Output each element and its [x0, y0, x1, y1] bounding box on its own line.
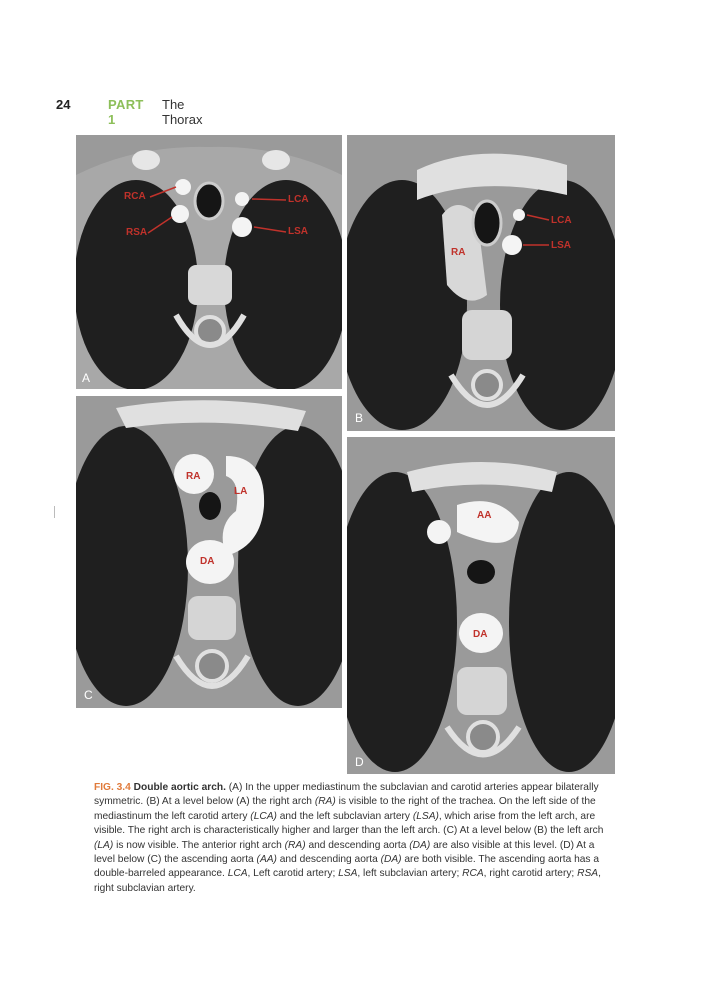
glossary-abbr: LSA: [338, 868, 358, 880]
caption-text: , which arise from the left arch, are visible. The right arch is characteristically higher and larger than the left arch. (C) At a level below (B) the left arch: [94, 810, 604, 837]
ct-image-b: [347, 135, 615, 431]
caption-abbr: (LCA): [250, 810, 277, 822]
panel-letter-a: A: [82, 371, 91, 385]
figure-label: FIG. 3.4: [94, 782, 131, 793]
label-rsa: RSA: [126, 227, 148, 238]
ct-image-c: [76, 396, 342, 708]
caption-text: is now visible. The anterior right arch: [116, 839, 282, 851]
label-la: LA: [234, 486, 248, 497]
ct-image-d: [347, 437, 615, 774]
caption-text: and the left subclavian artery: [279, 810, 410, 822]
label-rca: RCA: [124, 191, 146, 202]
page-edge-mark: [54, 506, 55, 518]
label-lsa: LSA: [288, 226, 308, 237]
panel-letter-d: D: [355, 755, 364, 769]
ct-panel-b: [347, 135, 615, 431]
ct-image-a: [76, 135, 342, 389]
glossary-def: , Left carotid artery;: [247, 868, 336, 880]
caption-text: and descending aorta: [279, 854, 378, 866]
page-number: 24: [56, 97, 71, 112]
label-lca: LCA: [551, 215, 572, 226]
glossary-abbr: LCA: [227, 868, 248, 880]
panel-letter-b: B: [355, 411, 364, 425]
figure-title: Double aortic arch.: [133, 782, 226, 793]
label-da: DA: [473, 629, 488, 640]
caption-text: (A) In the upper mediastinum the subclavian and carotid arteries appear bilaterally symmetric. (B) At a level below (A) the right arch: [94, 782, 599, 808]
caption-abbr: (RA): [284, 839, 306, 851]
glossary-def: , right carotid artery;: [483, 868, 575, 880]
label-lsa: LSA: [551, 240, 571, 251]
label-lca: LCA: [288, 194, 309, 205]
ct-panel-c: [76, 396, 342, 708]
label-aa: AA: [477, 510, 492, 521]
caption-abbr: (DA): [380, 854, 402, 866]
ct-panel-d: [347, 437, 615, 774]
label-ra: RA: [451, 247, 466, 258]
caption-text: are both visible. The ascending aorta has a double-barreled appearance.: [94, 854, 600, 880]
label-da: DA: [200, 556, 215, 567]
part-label: PART 1: [108, 97, 144, 127]
label-ra: RA: [186, 471, 201, 482]
caption-abbr: (RA): [314, 796, 336, 808]
glossary-def: , left subclavian artery;: [357, 868, 460, 880]
caption-text: are also visible at this level. (D) At a level below (C) the ascending aorta: [94, 839, 595, 866]
figure-caption: [94, 781, 614, 896]
section-title: The Thorax: [162, 97, 203, 127]
glossary-abbr: RCA: [462, 868, 484, 880]
caption-abbr: (AA): [256, 854, 277, 866]
glossary-def: , right subclavian artery.: [94, 868, 601, 894]
panel-letter-c: C: [84, 688, 93, 702]
ct-panel-a: [76, 135, 342, 389]
glossary-abbr: RSA: [577, 868, 599, 880]
caption-text: is visible to the right of the trachea. On the left side of the mediastinum the left carotid artery: [94, 796, 596, 822]
caption-text: and descending aorta: [308, 839, 407, 851]
caption-abbr: (LSA): [412, 810, 439, 822]
caption-abbr: (LA): [94, 839, 114, 851]
caption-abbr: (DA): [409, 839, 431, 851]
